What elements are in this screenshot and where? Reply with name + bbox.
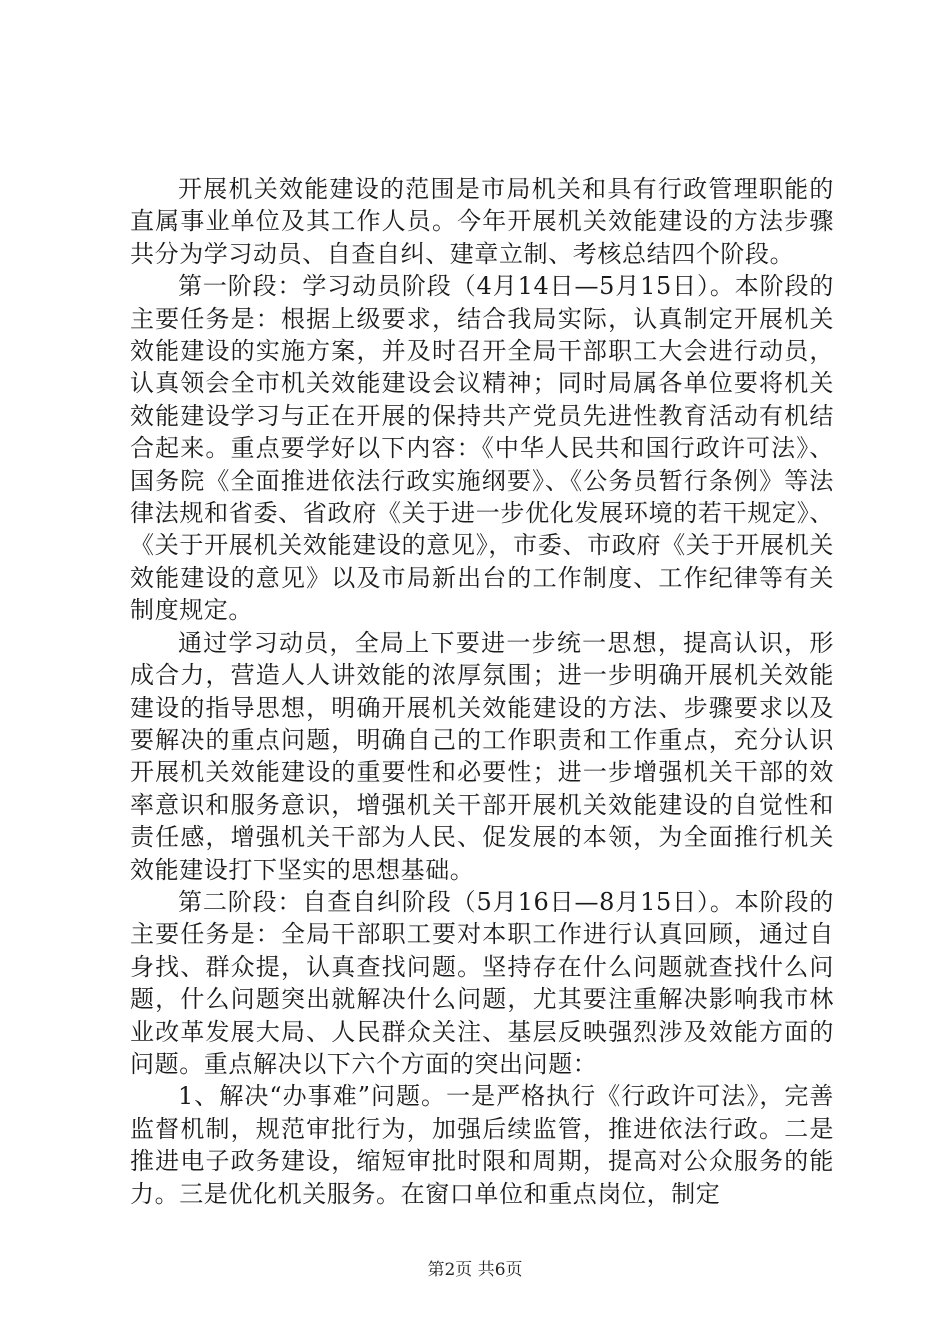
paragraph-stage-one-goals: 通过学习动员，全局上下要进一步统一思想，提高认识，形成合力，营造人人讲效能的浓厚氛围；进一步明确开展机关效能建设的指导思想，明确开展机关效能建设的方法、步骤要求以及要解决的重点问题，明确自己的工作职责和工作重点，充分认识开展机关效能建设的重要性和必要性；进一步增强机关干部的效率意识和服务意识，增强机关干部开展机关效能建设的自觉性和责任感，增强机关干部为人民、促发展的本领，为全面推行机关效能建设打下坚实的思想基础。 — [130, 628, 834, 884]
page-number-footer: 第2页 共6页 — [427, 1260, 523, 1280]
paragraph-item-one: 1、解决“办事难”问题。一是严格执行《行政许可法》，完善监督机制，规范审批行为，加强后续监管，推进依法行政。二是推进电子政务建设，缩短审批时限和周期，提高对公众服务的能力。三是优化机关服务。在窗口单位和重点岗位，制定 — [130, 1082, 834, 1208]
document-body — [130, 173, 834, 1210]
paragraph-scope: 开展机关效能建设的范围是市局机关和具有行政管理职能的直属事业单位及其工作人员。今年开展机关效能建设的方法步骤共分为学习动员、自查自纠、建章立制、考核总结四个阶段。 — [130, 175, 834, 268]
paragraph-stage-two: 第二阶段：自查自纠阶段（5月16日—8月15日）。本阶段的主要任务是：全局干部职工要对本职工作进行认真回顾，通过自身找、群众提，认真查找问题。坚持存在什么问题就查找什么问题，什么问题突出就解决什么问题，尤其要注重解决影响我市林业改革发展大局、人民群众关注、基层反映强烈涉及效能方面的问题。重点解决以下六个方面的突出问题： — [130, 887, 834, 1078]
paragraph-stage-one: 第一阶段：学习动员阶段（4月14日—5月15日）。本阶段的主要任务是：根据上级要求，结合我局实际，认真制定开展机关效能建设的实施方案，并及时召开全局干部职工大会进行动员，认真领会全市机关效能建设会议精神；同时局属各单位要将机关效能建设学习与正在开展的保持共产党员先进性教育活动有机结合起来。重点要学好以下内容：《中华人民共和国行政许可法》、国务院《全面推进依法行政实施纲要》、《公务员暂行条例》等法律法规和省委、省政府《关于进一步优化发展环境的若干规定》、《关于开展机关效能建设的意见》，市委、市政府《关于开展机关效能建设的意见》以及市局新出台的工作制度、工作纪律等有关制度规定。 — [130, 272, 834, 625]
